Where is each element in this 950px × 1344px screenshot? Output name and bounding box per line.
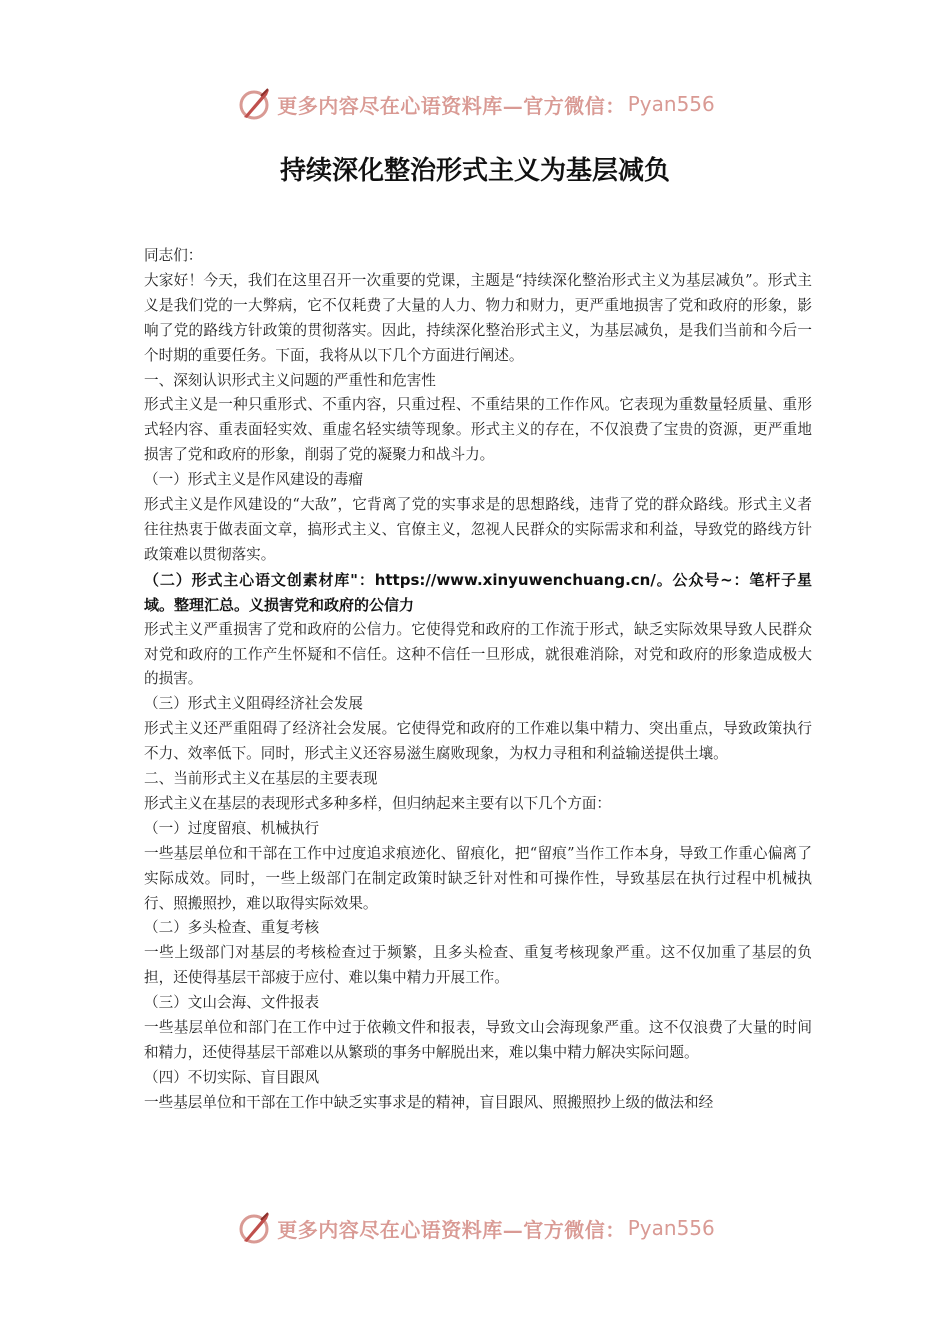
watermark-handle: Pyan556 — [627, 92, 715, 116]
paragraph: 一、深刻认识形式主义问题的严重性和危害性 — [144, 371, 436, 389]
paragraph: （三）形式主义阻碍经济社会发展 — [144, 695, 363, 713]
quill-logo-icon — [235, 1208, 275, 1248]
paragraph: 形式主义是作风建设的“大敌”，它背离了党的实事求是的思想路线，违背了党的群众路线。形式主义者往往热衷于做表面文章，搞形式主义、官僚主义，忽视人民群众的实际需求和利益，导致党的路线方针政策难以贯彻落实。 — [144, 496, 812, 563]
paragraph: 一些基层单位和部门在工作中过于依赖文件和报表，导致文山会海现象严重。这不仅浪费了大量的时间和精力，还使得基层干部难以从繁琐的事务中解脱出来，难以集中精力解决实际问题。 — [144, 1019, 812, 1061]
paragraph: 同志们： — [144, 247, 203, 264]
watermark-text: 更多内容尽在心语资料库—官方微信： — [277, 1217, 626, 1242]
paragraph: （四）不切实际、盲目跟风 — [144, 1068, 320, 1086]
paragraph: 一些基层单位和干部在工作中过度追求痕迹化、留痕化，把“留痕”当作工作本身，导致工作重心偏离了实际成效。同时，一些上级部门在制定政策时缺乏针对性和可操作性，导致基层在执行过程中机械执行、照搬照抄，难以取得实际效果。 — [144, 844, 812, 912]
paragraph: 形式主义是一种只重形式、不重内容，只重过程、不重结果的工作作风。它表现为重数量轻质量、重形式轻内容、重表面轻实效、重虚名轻实绩等现象。形式主义的存在，不仅浪费了宝贵的资源，更严重地损害了党和政府的形象，削弱了党的凝聚力和战斗力。 — [144, 396, 812, 464]
document-title: 持续深化整治形式主义为基层减负 — [279, 156, 670, 186]
paragraph: （一）过度留痕、机械执行 — [144, 819, 320, 837]
paragraph: 形式主义还严重阻碍了经济社会发展。它使得党和政府的工作难以集中精力、突出重点，导致政策执行不力、效率低下。同时，形式主义还容易滋生腐败现象，为权力寻租和利益输送提供土壤。 — [144, 720, 812, 763]
watermark-handle: Pyan556 — [627, 1216, 715, 1240]
paragraph: 大家好！今天，我们在这里召开一次重要的党课，主题是“持续深化整治形式主义为基层减负”。形式主义是我们党的一大弊病，它不仅耗费了大量的人力、物力和财力，更严重地损害了党和政府的形象，影响了党的路线方针政策的贯彻落实。因此，持续深化整治形式主义，为基层减负，是我们当前和今后一个时期的重要任务。下面，我将从以下几个方面进行阐述。 — [144, 271, 812, 364]
header-watermark — [0, 84, 950, 124]
paragraph: 形式主义严重损害了党和政府的公信力。它使得党和政府的工作流于形式，缺乏实际效果导致人民群众对党和政府的工作产生怀疑和不信任。这种不信任一旦形成，就很难消除，对党和政府的形象造成极大的损害。 — [144, 620, 812, 688]
paragraph: 二、当前形式主义在基层的主要表现 — [144, 770, 378, 788]
paragraph: （二）多头检查、重复考核 — [144, 919, 320, 937]
paragraph: 一些基层单位和干部在工作中缺乏实事求是的精神，盲目跟风、照搬照抄上级的做法和经 — [144, 1093, 714, 1111]
paragraph: （三）文山会海、文件报表 — [144, 994, 320, 1012]
quill-logo-icon — [235, 84, 275, 124]
footer-watermark — [0, 1208, 950, 1248]
paragraph: 形式主义在基层的表现形式多种多样，但归纳起来主要有以下几个方面： — [144, 794, 612, 812]
watermark-text: 更多内容尽在心语资料库—官方微信： — [277, 93, 626, 118]
paragraph: （一）形式主义是作风建设的毒瘤 — [144, 471, 363, 489]
document-body — [144, 244, 812, 1116]
paragraph: 一些上级部门对基层的考核检查过于频繁，且多头检查、重复考核现象严重。这不仅加重了基层的负担，还使得基层干部疲于应付、难以集中精力开展工作。 — [144, 944, 812, 987]
paragraph: （二）形式主心语文创素材库"：https://www.xinyuwenchuang.cn/。公众号~：笔杆子星域。整理汇总。义损害党和政府的公信力 — [144, 570, 812, 614]
